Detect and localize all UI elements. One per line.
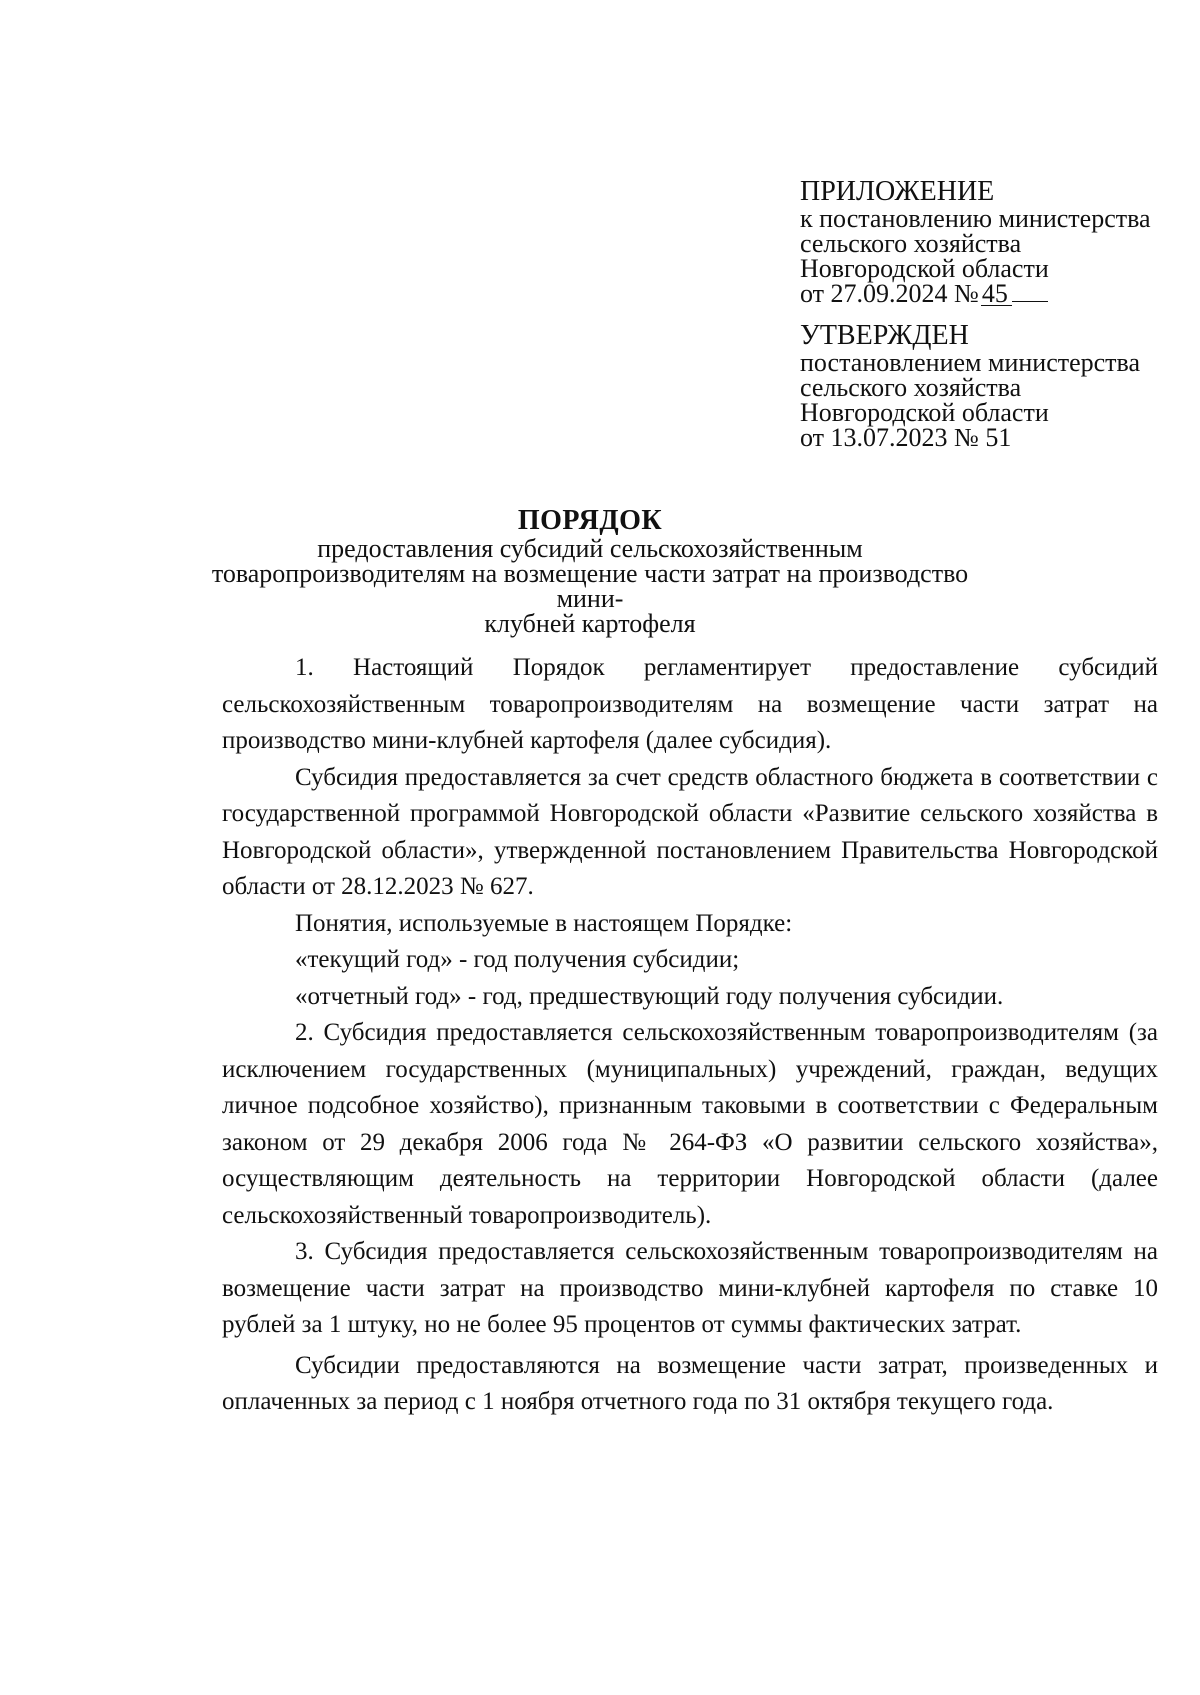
title-line-1: предоставления субсидий сельскохозяйственным: [317, 534, 863, 563]
paragraph-2: Субсидия предоставляется за счет средств областного бюджета в соответствии с государственной программой Новгородской области «Развитие сельского хозяйства в Новгородской области», утвержденной постановлением Правительства Новгородской области от 28.12.2023 № 627.: [222, 763, 1158, 900]
annex-number: 45: [981, 283, 1012, 306]
annex-line-2: сельского хозяйства: [800, 229, 1022, 258]
annex-heading: ПРИЛОЖЕНИЕ: [800, 176, 995, 207]
annex-date-line: [800, 281, 1190, 306]
paragraph-6: 2. Субсидия предоставляется сельскохозяйственным товаропроизводителям (за исключением государственных (муниципальных) учреждений, граждан, ведущих личное подсобное хозяйство), признанным таковыми в соответствии с Федеральным законом от 29 декабря 2006 года № 264-ФЗ «О развитии сельского хозяйства», осуществляющим деятельность на территории Новгородской области (далее сельскохозяйственный товаропроизводитель).: [222, 1019, 1158, 1229]
document-title: [200, 506, 980, 636]
paragraph-3: Понятия, используемые в настоящем Порядке:: [295, 909, 793, 937]
approved-line-3: Новгородской области: [800, 398, 1049, 427]
paragraph-5: «отчетный год» - год, предшествующий году получения субсидии.: [295, 982, 1004, 1010]
paragraph-7: 3. Субсидия предоставляется сельскохозяйственным товаропроизводителям на возмещение части затрат на производство мини-клубней картофеля по ставке 10 рублей за 1 штуку, но не более 95 процентов от суммы фактических затрат.: [222, 1238, 1158, 1338]
paragraph-8: Субсидии предоставляются на возмещение части затрат, произведенных и оплаченных за период с 1 ноября отчетного года по 31 октября текущего года.: [222, 1351, 1158, 1415]
approved-line-4: от 13.07.2023 № 51: [800, 423, 1012, 452]
title-main: ПОРЯДОК: [517, 505, 663, 536]
title-line-3: клубней картофеля: [484, 609, 696, 638]
approved-line-1: постановлением министерства: [800, 348, 1141, 377]
document-body: [222, 650, 1158, 1421]
paragraph-1: 1. Настоящий Порядок регламентирует предоставление субсидий сельскохозяйственным товаропроизводителям на возмещение части затрат на производство мини-клубней картофеля (далее субсидия).: [222, 654, 1158, 754]
paragraph-4: «текущий год» - год получения субсидии;: [295, 946, 740, 973]
annex-number-underline: [1012, 301, 1048, 302]
annex-line-3: Новгородской области: [800, 254, 1049, 283]
annex-line-1: к постановлению министерства: [800, 204, 1151, 233]
annex-block: [800, 178, 1190, 306]
annex-date: от 27.09.2024 №: [800, 279, 979, 308]
title-line-2: товаропроизводителям на возмещение части затрат на производство мини-: [211, 559, 969, 613]
approved-block: [800, 322, 1190, 450]
approved-heading: УТВЕРЖДЕН: [800, 320, 969, 351]
approved-line-2: сельского хозяйства: [800, 373, 1022, 402]
